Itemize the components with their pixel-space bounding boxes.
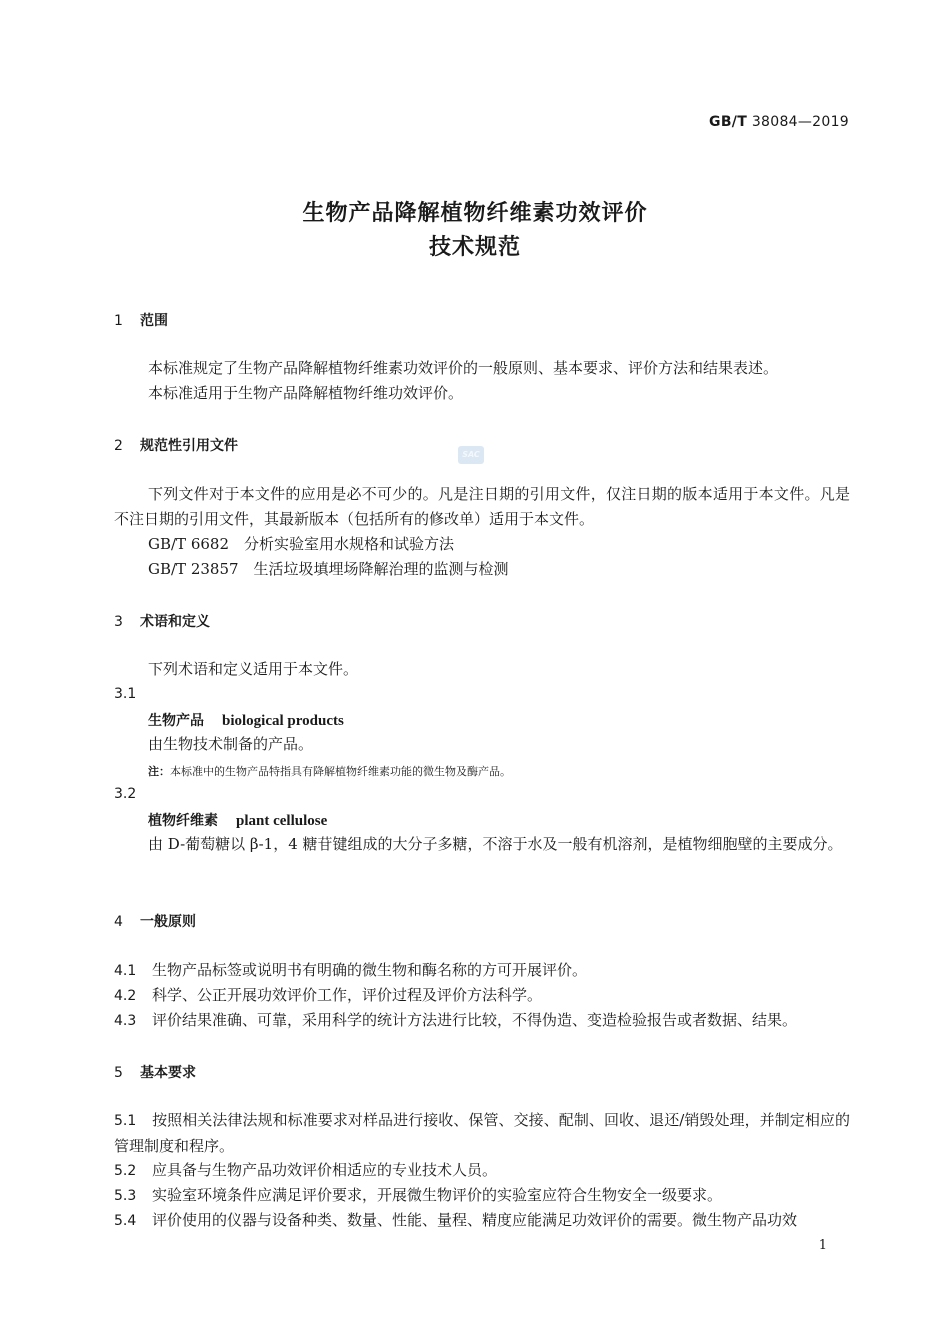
section-2-heading <box>114 435 238 455</box>
section-number: 5 <box>114 1065 123 1081</box>
clause-5-3 <box>114 1183 722 1209</box>
term-3-1 <box>148 710 344 730</box>
page-number: 1 <box>818 1238 827 1253</box>
clause-text: 实验室环境条件应满足评价要求，开展微生物评价的实验室应符合生物安全一级要求。 <box>152 1186 723 1204</box>
standard-number: 38084—2019 <box>751 114 849 130</box>
term-3-2 <box>148 810 327 830</box>
section-title: 规范性引用文件 <box>140 438 238 454</box>
section-number: 3 <box>114 614 123 630</box>
term-3-1-number: 3.1 <box>114 686 137 702</box>
clause-number: 5.2 <box>114 1163 137 1179</box>
standard-prefix: GB/T <box>709 114 748 130</box>
clause-4-1 <box>114 958 587 984</box>
clause-number: 5.3 <box>114 1188 137 1204</box>
section-title: 范围 <box>140 313 168 329</box>
term-3-2-definition: 由 D-葡萄糖以 β-1，4 糖苷键组成的大分子多糖，不溶于水及一般有机溶剂，是植物细胞壁的主要成分。 <box>148 835 843 853</box>
clause-4-3 <box>114 1008 797 1034</box>
section-1-paragraph-2: 本标准适用于生物产品降解植物纤维功效评价。 <box>148 384 464 402</box>
reference-gbt-23857: GB/T 23857 生活垃圾填埋场降解治理的监测与检测 <box>148 560 509 578</box>
clause-5-4 <box>114 1208 797 1234</box>
term-english: biological products <box>222 713 344 729</box>
section-3-paragraph: 下列术语和定义适用于本文件。 <box>148 660 359 678</box>
term-chinese: 植物纤维素 <box>148 813 218 829</box>
section-4-heading <box>114 911 196 931</box>
clause-number: 4.3 <box>114 1013 137 1029</box>
term-chinese: 生物产品 <box>148 713 204 729</box>
clause-text: 应具备与生物产品功效评价相适应的专业技术人员。 <box>152 1161 498 1179</box>
term-english: plant cellulose <box>236 813 328 829</box>
section-title: 基本要求 <box>140 1065 196 1081</box>
clause-5-1 <box>114 1108 850 1159</box>
section-title: 术语和定义 <box>140 614 210 630</box>
clause-number: 5.1 <box>114 1113 137 1129</box>
section-number: 2 <box>114 438 123 454</box>
term-3-1-note <box>148 763 511 779</box>
note-text: 本标准中的生物产品特指具有降解植物纤维素功能的微生物及酶产品。 <box>170 765 511 778</box>
sac-watermark: SAC <box>458 446 484 464</box>
section-number: 1 <box>114 313 123 329</box>
clause-number: 5.4 <box>114 1213 137 1229</box>
document-title-line1: 生物产品降解植物纤维素功效评价 <box>302 201 648 226</box>
section-1-paragraph-1: 本标准规定了生物产品降解植物纤维素功效评价的一般原则、基本要求、评价方法和结果表述。 <box>148 359 779 377</box>
section-3-heading <box>114 611 210 631</box>
standard-code <box>709 114 849 130</box>
section-2-paragraph: 下列文件对于本文件的应用是必不可少的。凡是注日期的引用文件，仅注日期的版本适用于本文件。凡是不注日期的引用文件，其最新版本（包括所有的修改单）适用于本文件。 <box>114 485 850 528</box>
clause-text: 评价结果准确、可靠，采用科学的统计方法进行比较，不得伪造、变造检验报告或者数据、结果。 <box>152 1011 798 1029</box>
section-number: 4 <box>114 914 123 930</box>
clause-number: 4.1 <box>114 963 137 979</box>
term-3-1-definition: 由生物技术制备的产品。 <box>148 735 314 753</box>
section-title: 一般原则 <box>140 914 196 930</box>
clause-5-2 <box>114 1158 497 1184</box>
section-5-heading <box>114 1062 196 1082</box>
clause-text: 评价使用的仪器与设备种类、数量、性能、量程、精度应能满足功效评价的需要。微生物产品功效 <box>152 1211 798 1229</box>
clause-number: 4.2 <box>114 988 137 1004</box>
reference-gbt-6682: GB/T 6682 分析实验室用水规格和试验方法 <box>148 535 455 553</box>
clause-text: 生物产品标签或说明书有明确的微生物和酶名称的方可开展评价。 <box>152 961 588 979</box>
clause-text: 科学、公正开展功效评价工作，评价过程及评价方法科学。 <box>152 986 543 1004</box>
note-label: 注： <box>148 765 170 778</box>
clause-text: 按照相关法律法规和标准要求对样品进行接收、保管、交接、配制、回收、退还/销毁处理，并制定相应的管理制度和程序。 <box>114 1111 850 1155</box>
document-title-line2: 技术规范 <box>428 235 521 260</box>
section-1-heading <box>114 310 168 330</box>
clause-4-2 <box>114 983 542 1009</box>
term-3-2-number: 3.2 <box>114 786 137 802</box>
